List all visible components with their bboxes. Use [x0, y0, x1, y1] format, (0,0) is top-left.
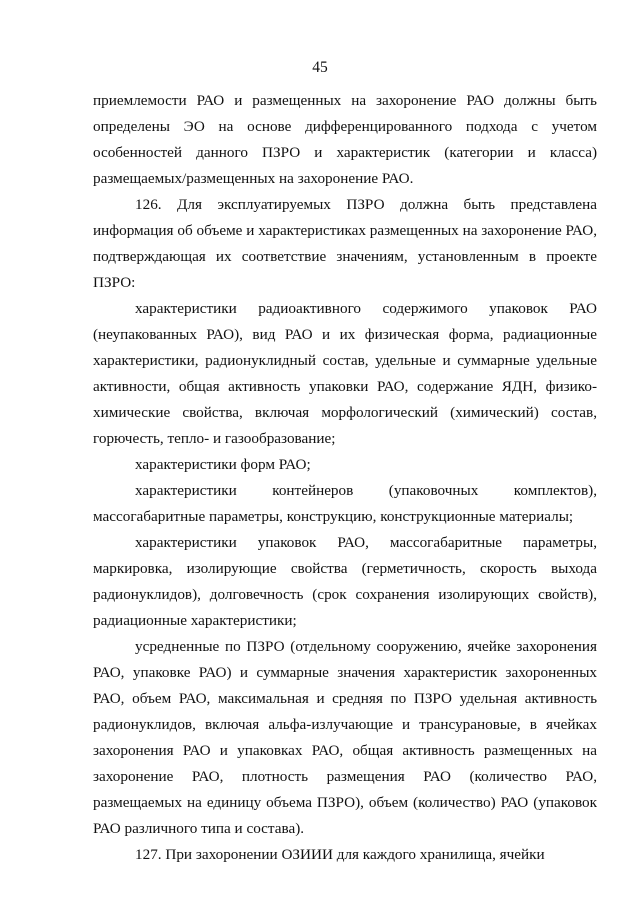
page-number: 45 [312, 59, 328, 76]
paragraph-clause-127: 127. При захоронении ОЗИИИ для каждого хранилища, ячейки [135, 846, 545, 863]
paragraph-packages: характеристики упаковок РАО, массогабаритные параметры, маркировка, изолирующие свойства (герметичность, скорость выхода радионуклидов), долговечность (срок сохранения изолирующих свойств), радиационные характеристики; [93, 534, 597, 629]
document-body [93, 88, 597, 868]
paragraph-rao-forms: характеристики форм РАО; [135, 456, 311, 473]
paragraph-clause-126: 126. Для эксплуатируемых ПЗРО должна быть представлена информация об объеме и характеристиках размещенных на захоронение РАО, подтверждающая их соответствие значениям, установленным в проекте ПЗРО: [93, 196, 597, 291]
paragraph-averaged-values: усредненные по ПЗРО (отдельному сооружению, ячейке захоронения РАО, упаковке РАО) и суммарные значения характеристик захороненных РАО, объем РАО, максимальная и средняя по ПЗРО удельная активность радионуклидов, включая альфа-излучающие и трансурановые, в ячейках захоронения РАО и упаковках РАО, общая активность размещенных на захоронение РАО, плотность размещения РАО (количество РАО, размещаемых на единицу объема ПЗРО), объем (количество) РАО (упаковок РАО различного типа и состава). [93, 638, 597, 837]
paragraph-radioactive-contents: характеристики радиоактивного содержимого упаковок РАО (неупакованных РАО), вид РАО и их физическая форма, радиационные характеристики, радионуклидный состав, удельные и суммарные удельные активности, общая активность упаковки РАО, содержание ЯДН, физико-химические свойства, включая морфологический (химический) состав, горючесть, тепло- и газообразование; [93, 300, 597, 447]
paragraph-containers: характеристики контейнеров (упаковочных комплектов), массогабаритные параметры, конструкцию, конструкционные материалы; [93, 482, 597, 525]
paragraph-continuation: приемлемости РАО и размещенных на захоронение РАО должны быть определены ЭО на основе дифференцированного подхода с учетом особенностей данного ПЗРО и характеристик (категории и класса) размещаемых/размещенных на захоронение РАО. [93, 92, 597, 187]
